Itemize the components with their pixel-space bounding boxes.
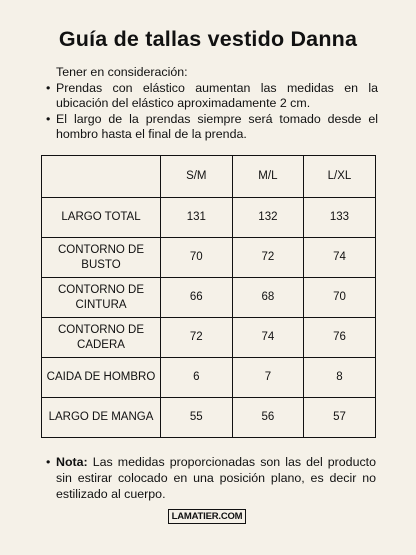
table-cell: 76 xyxy=(304,318,376,358)
table-cell: 72 xyxy=(232,238,304,278)
considerations-intro: Tener en consideración: xyxy=(56,65,188,79)
row-label-line: CONTORNO DE xyxy=(57,243,145,256)
note-text: Las medidas proporcionadas son las del producto sin estirar colocado en una posición plano, es decir no estilizado al cuerpo. xyxy=(56,455,376,501)
table-row xyxy=(42,238,376,278)
table-cell: 8 xyxy=(304,358,376,398)
row-label: LARGO DE MANGA xyxy=(42,398,161,438)
table-cell: 70 xyxy=(161,238,233,278)
table-cell: 70 xyxy=(304,278,376,318)
row-label-line: CADERA xyxy=(77,338,125,351)
table-cell: 55 xyxy=(161,398,233,438)
column-header-lxl: L/XL xyxy=(304,156,376,198)
table-row xyxy=(42,198,376,238)
table-row xyxy=(42,398,376,438)
table-cell: 68 xyxy=(232,278,304,318)
page-title: Guía de tallas vestido Danna xyxy=(58,27,358,51)
row-label-line: CINTURA xyxy=(75,298,127,311)
table-cell: 74 xyxy=(232,318,304,358)
brand-logo: LAMATIER.COM xyxy=(168,509,246,524)
table-cell: 56 xyxy=(232,398,304,438)
table-row xyxy=(42,278,376,318)
table-cell: 57 xyxy=(304,398,376,438)
row-label-line: BUSTO xyxy=(81,258,121,271)
table-cell: 131 xyxy=(161,198,233,238)
table-cell: 72 xyxy=(161,318,233,358)
row-label xyxy=(42,238,161,278)
table-cell: 74 xyxy=(304,238,376,278)
note-label: Nota: xyxy=(56,455,88,469)
table-row xyxy=(42,318,376,358)
table-header-row xyxy=(42,156,376,198)
table-cell: 66 xyxy=(161,278,233,318)
row-label: LARGO TOTAL xyxy=(42,198,161,238)
column-header-sm: S/M xyxy=(161,156,233,198)
consideration-item-length: • El largo de la prendas siempre será tomado desde el hombro hasta el final de la prenda. xyxy=(46,112,378,143)
size-table xyxy=(41,155,376,438)
considerations-list xyxy=(46,81,378,143)
table-corner-cell xyxy=(42,156,161,198)
table-cell: 6 xyxy=(161,358,233,398)
table-cell: 7 xyxy=(232,358,304,398)
column-header-ml: M/L xyxy=(232,156,304,198)
row-label xyxy=(42,318,161,358)
considerations-section xyxy=(46,65,378,143)
consideration-item-elastic: • Prendas con elástico aumentan las medidas en la ubicación del elástico aproximadamente 2 cm. xyxy=(46,81,378,112)
row-label xyxy=(42,278,161,318)
table-cell: 133 xyxy=(304,198,376,238)
table-cell: 132 xyxy=(232,198,304,238)
row-label-line: CONTORNO DE xyxy=(57,283,145,296)
row-label-line: CONTORNO DE xyxy=(57,323,145,336)
row-label: CAIDA DE HOMBRO xyxy=(42,358,161,398)
table-row xyxy=(42,358,376,398)
note-section xyxy=(46,454,376,502)
